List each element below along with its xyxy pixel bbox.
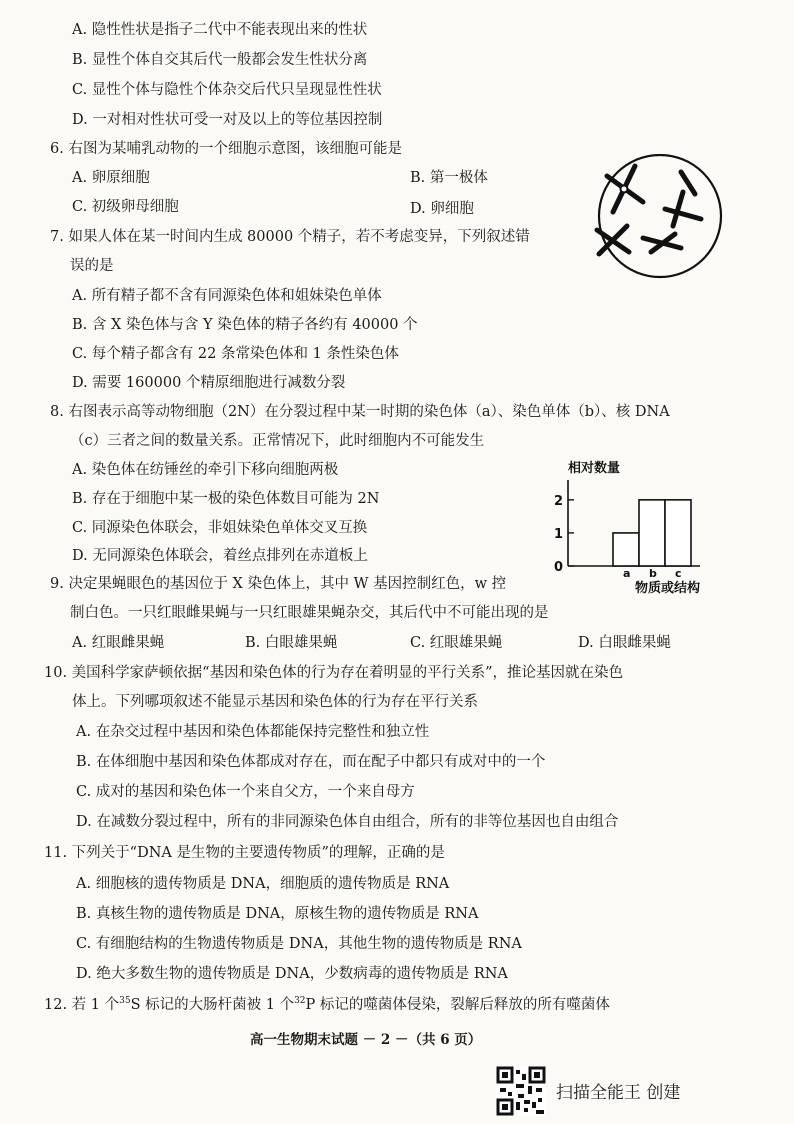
q9-option-d: D. 白眼雌果蝇 bbox=[578, 635, 671, 651]
q9-option-c: C. 红眼雄果蝇 bbox=[410, 635, 503, 651]
q7-option-a: A. 所有精子都不含有同源染色体和姐妹染色单体 bbox=[72, 288, 382, 304]
chart-bar-c bbox=[665, 500, 691, 566]
q7-stem-line2: 误的是 bbox=[70, 258, 114, 274]
chart-y-tick-label: 0 bbox=[554, 560, 564, 575]
q11-option-d: D. 绝大多数生物的遗传物质是 DNA，少数病毒的遗传物质是 RNA bbox=[76, 966, 508, 982]
q7-option-c: C. 每个精子都含有 22 条常染色体和 1 条性染色体 bbox=[72, 346, 399, 362]
q11-option-a: A. 细胞核的遗传物质是 DNA，细胞质的遗传物质是 RNA bbox=[76, 876, 450, 892]
q8-stem-line1: 8. 右图表示高等动物细胞（2N）在分裂过程中某一时期的染色体（a）、染色单体（b）、核 DNA bbox=[50, 404, 670, 420]
q9-stem-line1: 9. 决定果蝇眼色的基因位于 X 染色体上，其中 W 基因控制红色，w 控 bbox=[50, 576, 507, 592]
chart-category-label-c: c bbox=[675, 567, 682, 580]
chart-bars bbox=[613, 500, 691, 566]
scanner-watermark-text: 扫描全能王 创建 bbox=[556, 1083, 681, 1103]
chart-y-tick-label: 1 bbox=[554, 526, 564, 542]
chart-category-label-b: b bbox=[649, 567, 657, 580]
chart-x-axis-label: 物质或结构 bbox=[635, 581, 701, 596]
q6-option-d: D. 卵细胞 bbox=[410, 201, 474, 217]
q8-option-c: C. 同源染色体联会，非姐妹染色单体交叉互换 bbox=[72, 520, 368, 536]
q5-option-c: C. 显性个体与隐性个体杂交后代只呈现显性性状 bbox=[72, 82, 382, 98]
q8-stem-line2: （c）三者之间的数量关系。正常情况下，此时细胞内不可能发生 bbox=[70, 433, 485, 449]
q8-option-a: A. 染色体在纺锤丝的牵引下移向细胞两极 bbox=[72, 462, 339, 478]
q10-stem-line1: 10. 美国科学家萨顿依据“基因和染色体的行为存在着明显的平行关系”，推论基因就在染色 bbox=[44, 665, 623, 681]
q6-option-b: B. 第一极体 bbox=[410, 170, 488, 186]
chart-y-axis-label: 相对数量 bbox=[568, 461, 621, 476]
chromosome-4 bbox=[643, 234, 681, 252]
q10-option-d: D. 在减数分裂过程中，所有的非同源染色体自由组合，所有的非等位基因也自由组合 bbox=[76, 814, 619, 830]
q6-option-c: C. 初级卵母细胞 bbox=[72, 199, 179, 215]
q6-option-a: A. 卵原细胞 bbox=[72, 170, 150, 186]
q8-option-b: B. 存在于细胞中某一极的染色体数目可能为 2N bbox=[72, 491, 380, 507]
q7-option-b: B. 含 X 染色体与含 Y 染色体的精子各约有 40000 个 bbox=[72, 317, 418, 333]
q10-option-b: B. 在体细胞中基因和染色体都成对存在，而在配子中都只有成对中的一个 bbox=[76, 754, 546, 770]
chart-bar-a bbox=[613, 533, 639, 566]
q12-text-1: 12. 若 1 个 bbox=[44, 997, 120, 1013]
chromosome-2 bbox=[665, 172, 701, 226]
qr-code-icon bbox=[496, 1066, 546, 1116]
q6-stem: 6. 右图为某哺乳动物的一个细胞示意图，该细胞可能是 bbox=[50, 141, 402, 157]
q12-text-3: P 标记的噬菌体侵染，裂解后释放的所有噬菌体 bbox=[305, 997, 610, 1013]
q11-option-c: C. 有细胞结构的生物遗传物质是 DNA，其他生物的遗传物质是 RNA bbox=[76, 936, 522, 952]
chart-y-tick-label: 2 bbox=[554, 493, 564, 509]
q12-text-2: S 标记的大肠杆菌被 1 个 bbox=[130, 997, 295, 1013]
q9-option-a: A. 红眼雌果蝇 bbox=[72, 635, 165, 651]
q11-stem: 11. 下列关于“DNA 是生物的主要遗传物质”的理解，正确的是 bbox=[44, 845, 445, 861]
chart-bar-b bbox=[639, 500, 665, 566]
q10-option-c: C. 成对的基因和染色体一个来自父方，一个来自母方 bbox=[76, 784, 415, 800]
q12-stem bbox=[44, 995, 610, 1015]
q5-option-d: D. 一对相对性状可受一对及以上的等位基因控制 bbox=[72, 112, 383, 128]
q12-phosphorus-isotope: 32 bbox=[294, 996, 306, 1006]
q7-stem-line1: 7. 如果人体在某一时间内生成 80000 个精子，若不考虑变异，下列叙述错 bbox=[50, 229, 530, 245]
q5-option-a: A. 隐性性状是指子二代中不能表现出来的性状 bbox=[72, 22, 368, 38]
cell-membrane bbox=[599, 155, 721, 277]
chart-ticks bbox=[554, 494, 574, 575]
cell-diagram bbox=[585, 154, 735, 279]
chromosome-1 bbox=[607, 166, 643, 212]
q5-option-b: B. 显性个体自交其后代一般都会发生性状分离 bbox=[72, 52, 368, 68]
q10-option-a: A. 在杂交过程中基因和染色体都能保持完整性和独立性 bbox=[76, 724, 430, 740]
q12-sulfur-isotope: 35 bbox=[119, 996, 131, 1006]
page-footer: 高一生物期末试题 － 2 －（共 6 页） bbox=[250, 1032, 482, 1048]
q9-stem-line2: 制白色。一只红眼雌果蝇与一只红眼雄果蝇杂交，其后代中不可能出现的是 bbox=[70, 605, 549, 621]
q9-option-b: B. 白眼雄果蝇 bbox=[245, 635, 338, 651]
q8-option-d: D. 无同源染色体联会，着丝点排列在赤道板上 bbox=[72, 548, 368, 564]
chart-category-labels bbox=[623, 567, 682, 580]
chart-category-label-a: a bbox=[623, 567, 631, 580]
bar-chart bbox=[520, 448, 720, 598]
q10-stem-line2: 体上。下列哪项叙述不能显示基因和染色体的行为存在平行关系 bbox=[72, 694, 478, 710]
q7-option-d: D. 需要 160000 个精原细胞进行减数分裂 bbox=[72, 375, 346, 391]
q11-option-b: B. 真核生物的遗传物质是 DNA，原核生物的遗传物质是 RNA bbox=[76, 906, 479, 922]
